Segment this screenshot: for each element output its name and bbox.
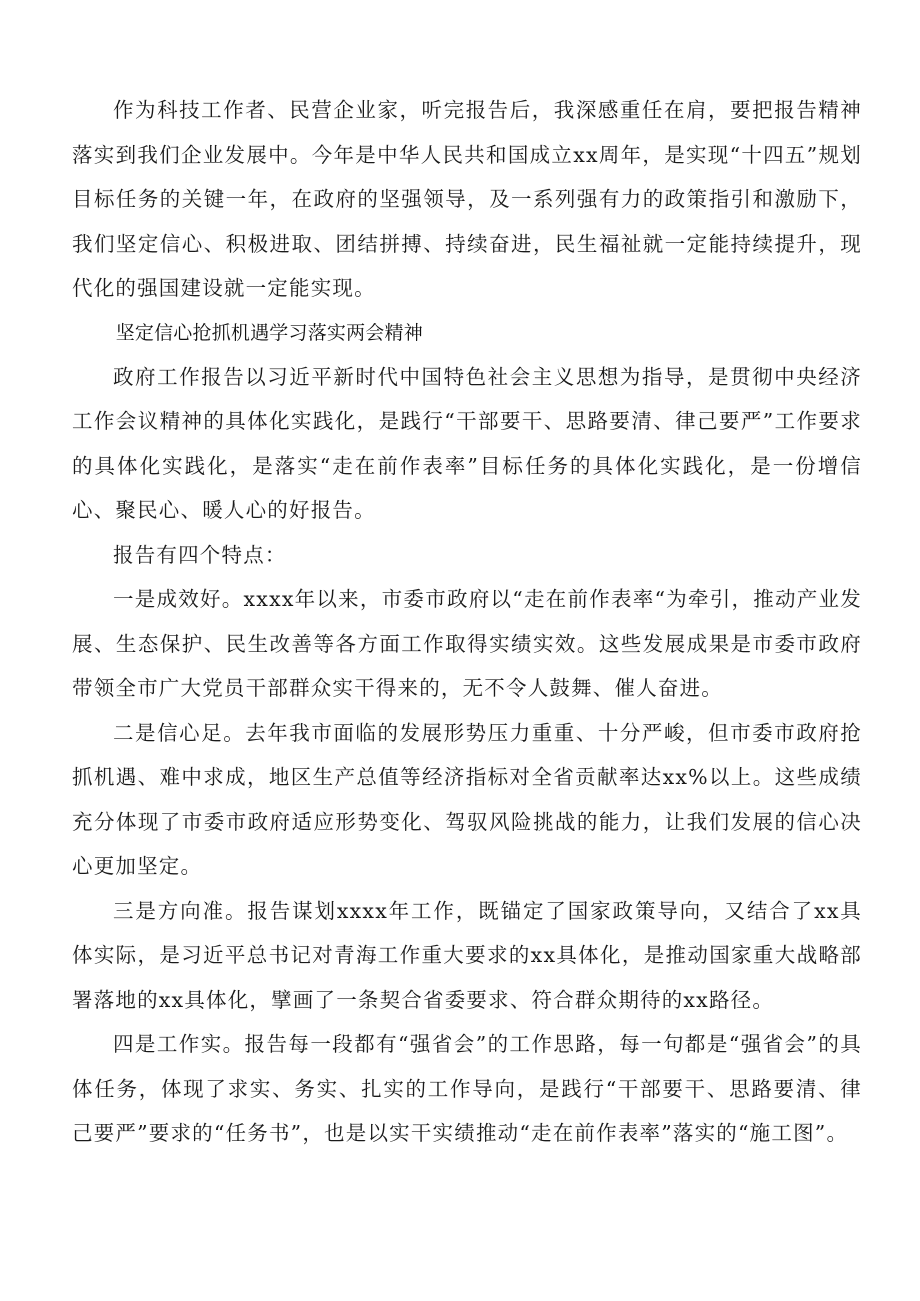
paragraph-report-overview: 政府工作报告以习近平新时代中国特色社会主义思想为指导，是贯彻中央经济工作会议精神的具体化实践化，是践行“干部要干、思路要清、律己要严”工作要求的具体化实践化，是落实“走在前作表率”目标任务的具体化实践化，是一份增信心、聚民心、暖人心的好报告。	[72, 364, 862, 522]
document-body	[72, 88, 862, 1156]
paragraph-intro: 作为科技工作者、民营企业家，听完报告后，我深感重任在肩，要把报告精神落实到我们企业发展中。今年是中华人民共和国成立xx周年，是实现“十四五”规划目标任务的关键一年，在政府的坚强领导，及一系列强有力的政策指引和激励下，我们坚定信心、积极进取、团结拼搏、持续奋进，民生福祉就一定能持续提升，现代化的强国建设就一定能实现。	[72, 98, 862, 300]
paragraph-feature-three: 三是方向准。报告谋划xxxx年工作，既锚定了国家政策导向，又结合了xx具体实际，是习近平总书记对青海工作重大要求的xx具体化，是推动国家重大战略部署落地的xx具体化，擘画了一条契合省委要求、符合群众期待的xx路径。	[72, 898, 862, 1012]
paragraph-four-features: 报告有四个特点：	[113, 542, 287, 567]
paragraph-feature-four: 四是工作实。报告每一段都有“强省会”的工作思路，每一句都是“强省会”的具体任务，体现了求实、务实、扎实的工作导向，是践行“干部要干、思路要清、律己要严”要求的“任务书”，也是以实干实绩推动“走在前作表率”落实的“施工图”。	[72, 1032, 862, 1145]
section-heading: 坚定信心抢抓机遇学习落实两会精神	[115, 321, 423, 344]
paragraph-feature-two: 二是信心足。去年我市面临的发展形势压力重重、十分严峻，但市委市政府抢抓机遇、难中求成，地区生产总值等经济指标对全省贡献率达xx%以上。这些成绩充分体现了市委市政府适应形势变化、驾驭风险挑战的能力，让我们发展的信心决心更加坚定。	[72, 720, 862, 878]
paragraph-feature-one: 一是成效好。xxxx年以来，市委市政府以“走在前作表率“为牵引，推动产业发展、生态保护、民生改善等各方面工作取得实绩实效。这些发展成果是市委市政府带领全市广大党员干部群众实干得来的，无不令人鼓舞、催人奋进。	[72, 587, 862, 700]
